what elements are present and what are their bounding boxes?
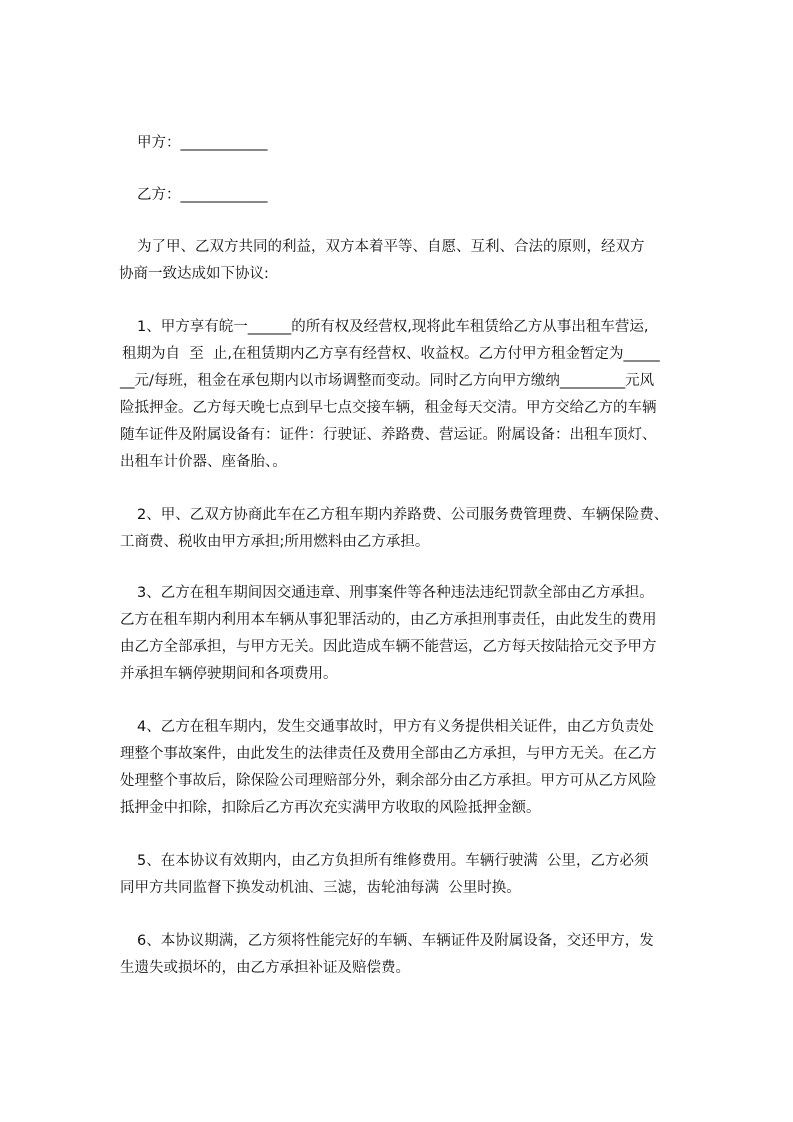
clause-2-line-1: 2、甲、乙双方协商此车在乙方租车期内养路费、公司服务费管理费、车辆保险费、 xyxy=(137,507,669,523)
intro-line-2: 协商一致达成如下协议: xyxy=(119,266,269,282)
clause-3-line-1: 3、乙方在租车期间因交通违章、刑事案件等各种违法违纪罚款全部由乙方承担。 xyxy=(137,585,654,601)
clause-1-line-4: 险抵押金。乙方每天晚七点到早七点交接车辆，租金每天交清。甲方交给乙方的车辆 xyxy=(120,400,657,416)
clause-1-line-2: 租期为自 至 止,在租赁期内乙方享有经营权、收益权。乙方付甲方租金暂定为_____ xyxy=(122,346,660,362)
clause-5-line-1: 5、在本协议有效期内，由乙方负担所有维修费用。车辆行驶满 公里，乙方必须 xyxy=(137,853,649,869)
party-a-line: 甲方：____________ xyxy=(137,135,268,151)
party-b-line: 乙方：____________ xyxy=(137,187,268,203)
clause-3-line-3: 由乙方全部承担，与甲方无关。因此造成车辆不能营运，乙方每天按陆拾元交予甲方 xyxy=(120,639,657,655)
clause-5-line-2: 同甲方共同监督下换发动机油、三滤，齿轮油每满 公里时换。 xyxy=(120,880,521,896)
clause-4-line-4: 抵押金中扣除，扣除后乙方再次充实满甲方收取的风险抵押金额。 xyxy=(120,800,541,816)
clause-1-line-5: 随车证件及附属设备有：证件：行驶证、养路费、营运证。附属设备：出租车顶灯、 xyxy=(120,427,657,443)
clause-1-line-6: 出租车计价器、座备胎、。 xyxy=(120,454,287,470)
clause-6-line-1: 6、本协议期满，乙方须将性能完好的车辆、车辆证件及附属设备，交还甲方，发 xyxy=(137,933,654,949)
clause-4-line-2: 理整个事故案件，由此发生的法律责任及费用全部由乙方承担，与甲方无关。在乙方 xyxy=(120,746,657,762)
clause-1-line-1: 1、甲方享有皖一______的所有权及经营权,现将此车租赁给乙方从事出租车营运, xyxy=(137,319,649,335)
clause-3-line-4: 并承担车辆停驶期间和各项费用。 xyxy=(120,666,338,682)
clause-3-line-2: 乙方在租车期内利用本车辆从事犯罪活动的，由乙方承担刑事责任，由此发生的费用 xyxy=(120,612,657,628)
clause-1-line-3: __元/每班，租金在承包期内以市场调整而变动。同时乙方向甲方缴纳_________元风 xyxy=(120,373,655,389)
clause-4-line-3: 处理整个事故后，除保险公司理赔部分外，剩余部分由乙方承担。甲方可从乙方风险 xyxy=(120,773,657,789)
clause-4-line-1: 4、乙方在租车期内，发生交通事故时，甲方有义务提供相关证件，由乙方负责处 xyxy=(137,719,654,735)
intro-line-1: 为了甲、乙双方共同的利益，双方本着平等、自愿、互利、合法的原则，经双方 xyxy=(137,239,645,255)
clause-6-line-2: 生遗失或损坏的，由乙方承担补证及赔偿费。 xyxy=(120,960,410,976)
clause-2-line-2: 工商费、税收由甲方承担;所用燃料由乙方承担。 xyxy=(120,534,430,550)
